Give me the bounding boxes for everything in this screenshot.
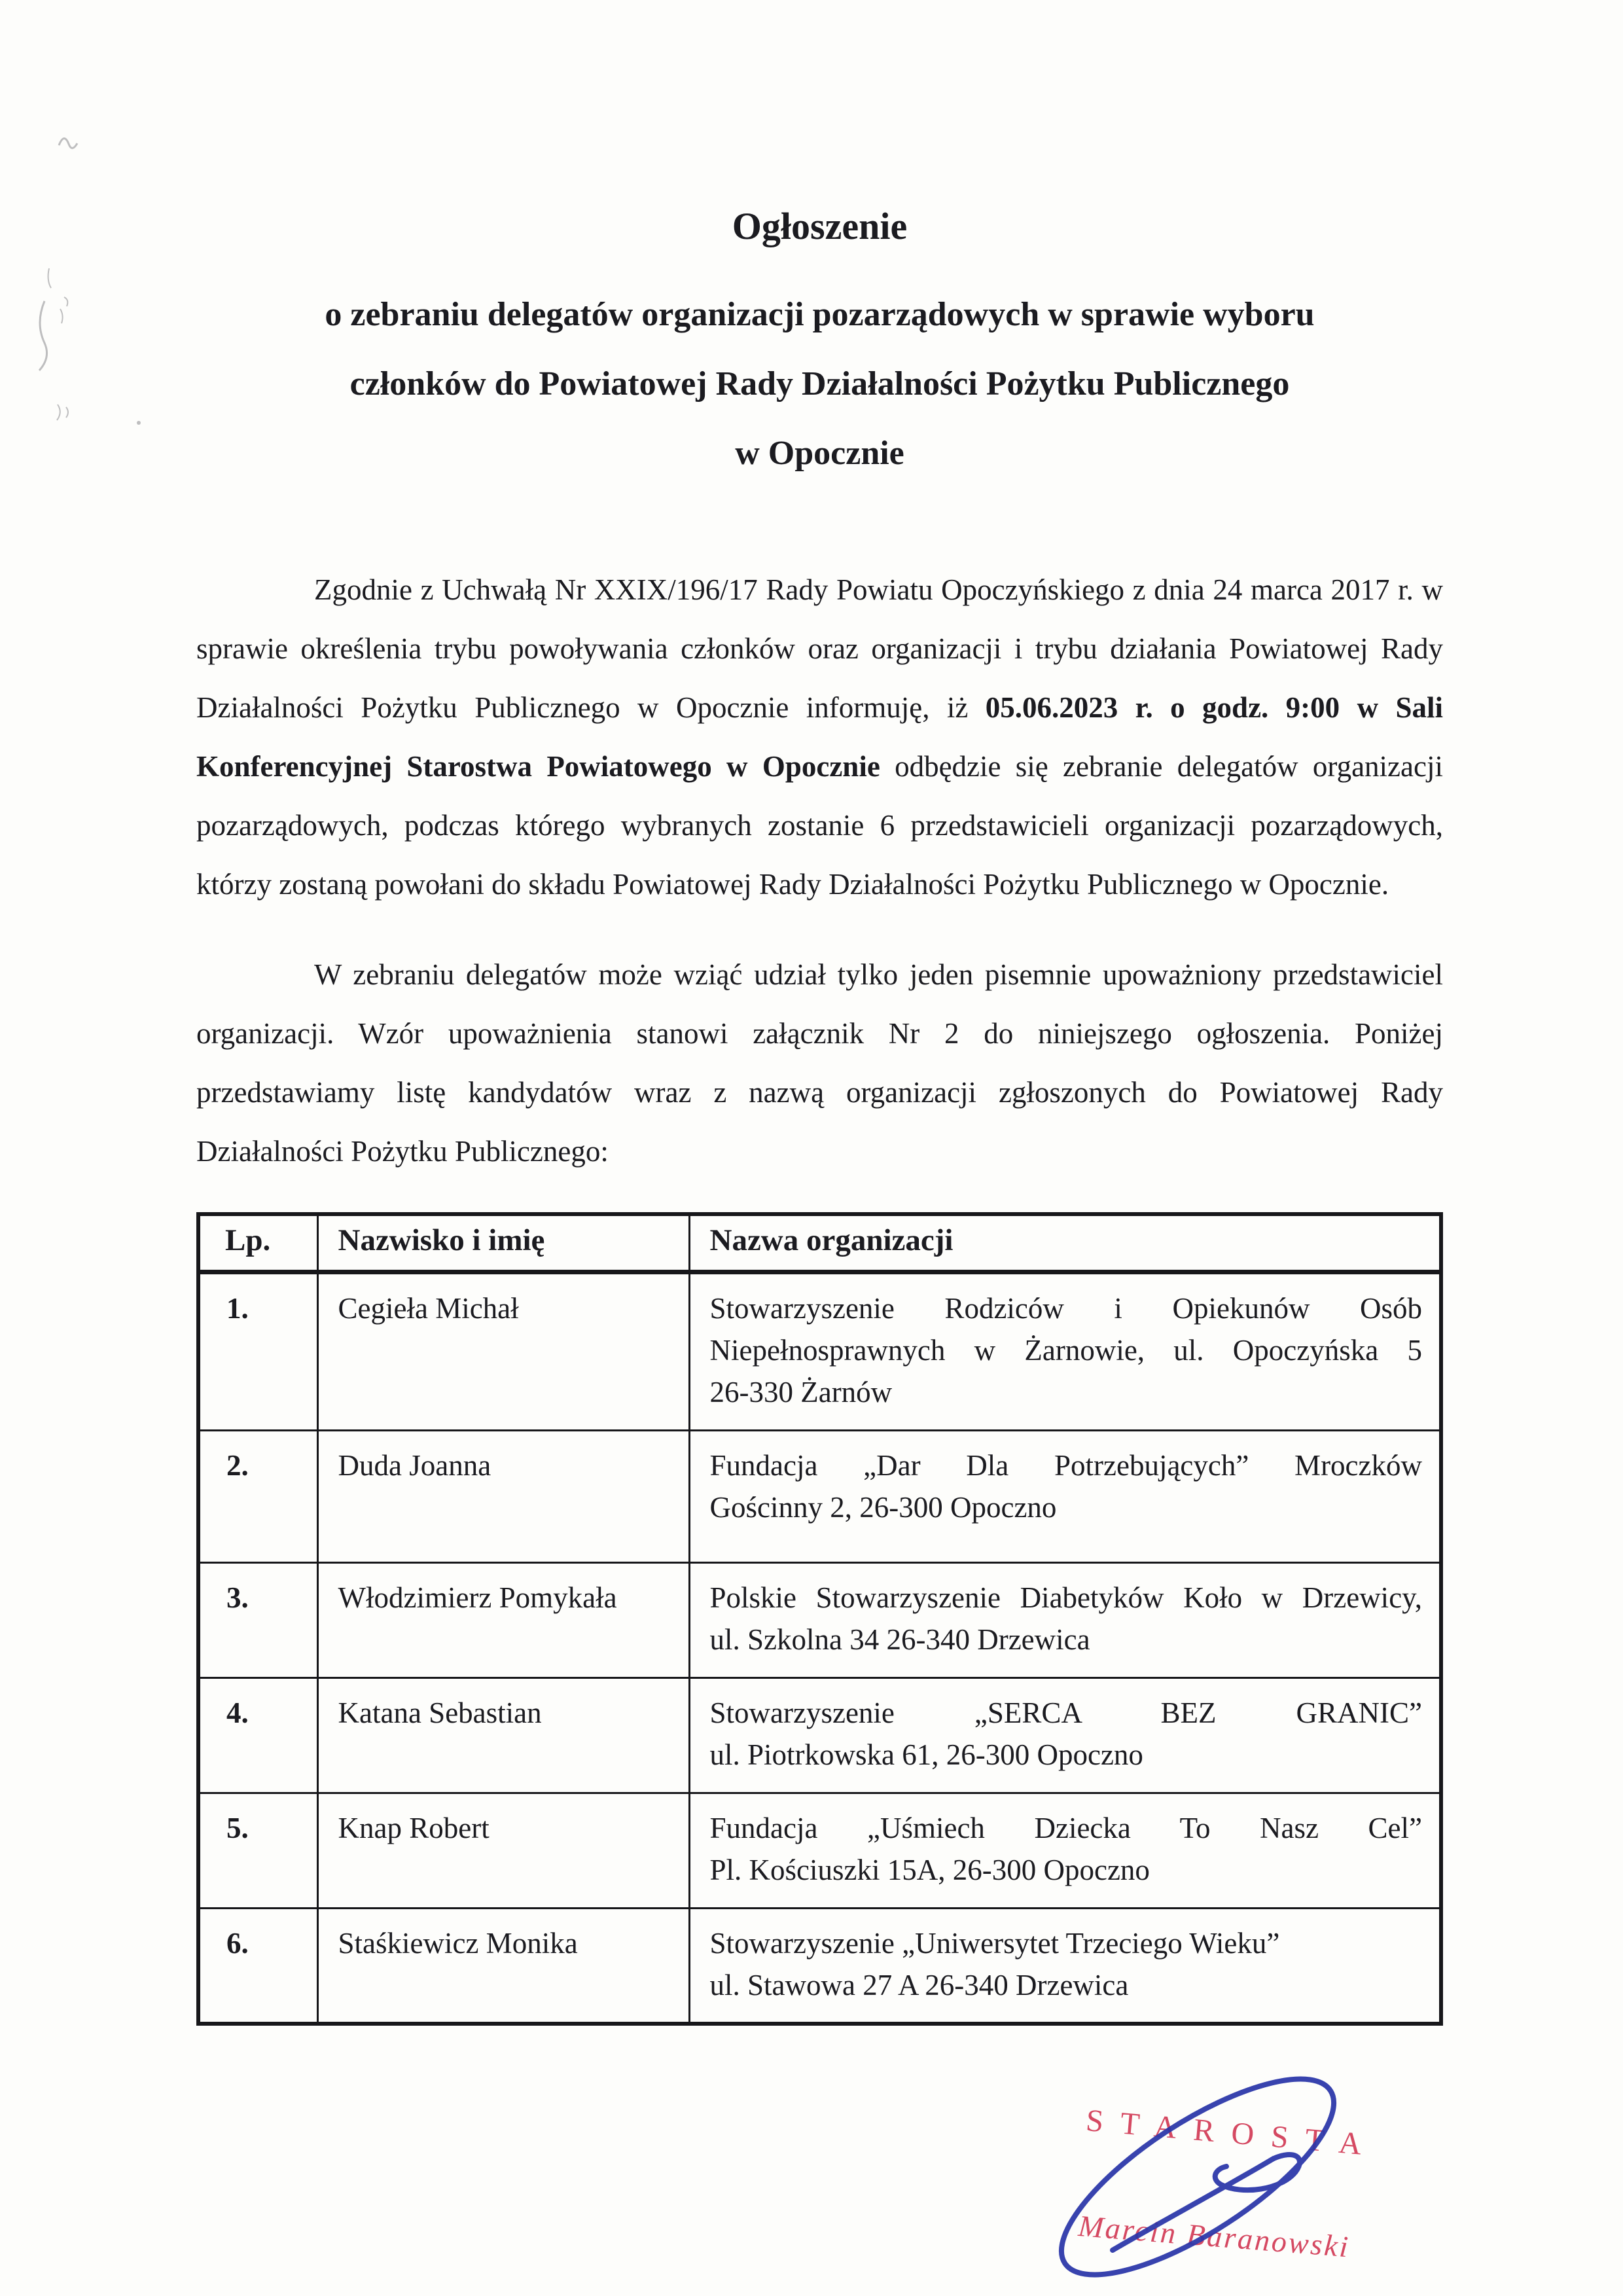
subtitle-line: w Opocznie [735, 435, 904, 472]
table-row [198, 1431, 1441, 1563]
organization-line: Stowarzyszenie Rodziców i Opiekunów Osób [709, 1292, 1422, 1325]
column-header-organization: Nazwa organizacji [689, 1214, 1441, 1272]
row-number-cell: 2. [198, 1431, 317, 1563]
candidate-name-cell: Włodzimierz Pomykała [317, 1563, 689, 1678]
organization-line: Niepełnosprawnych w Żarnowie, ul. Opoczyńska 5 [709, 1334, 1422, 1367]
row-number-cell: 3. [198, 1563, 317, 1678]
candidates-table-header [198, 1214, 1441, 1272]
table-row [198, 1563, 1441, 1678]
organization-line: ul. Szkolna 34 26-340 Drzewica [709, 1623, 1090, 1656]
organization-line: ul. Stawowa 27 A 26-340 Drzewica [709, 1969, 1129, 2001]
document-body [196, 196, 1443, 2026]
stamp-role-text: STAROSTA [1084, 2102, 1380, 2163]
organization-cell [689, 1563, 1441, 1678]
candidates-table [196, 1212, 1443, 2026]
organization-line: Stowarzyszenie „SERCA BEZ GRANIC” [709, 1696, 1422, 1729]
document-title: Ogłoszenie [732, 205, 908, 247]
organization-cell [689, 1272, 1441, 1431]
candidate-name-cell: Duda Joanna [317, 1431, 689, 1563]
table-row [198, 1272, 1441, 1431]
paragraph-segment: W zebraniu delegatów może wziąć udział tylko jeden pisemnie upoważniony przedstawiciel organizacji. Wzór upoważnienia stanowi załącznik Nr 2 do niniejszego ogłoszenia. Poniżej przedstawiamy listę kandydatów wraz z nazwą organizacji zgłoszonych do Powiatowej Rady Działalności Pożytku Publicznego: [196, 958, 1443, 1168]
organization-line: Gościnny 2, 26-300 Opoczno [709, 1491, 1057, 1524]
column-header-name: Nazwisko i imię [317, 1214, 689, 1272]
row-number-cell: 1. [198, 1272, 317, 1431]
row-number-cell: 6. [198, 1909, 317, 2024]
organization-cell [689, 1909, 1441, 2024]
organization-line: Fundacja „Dar Dla Potrzebujących” Mroczków [709, 1449, 1422, 1482]
stamp-signer-text: Marcin Baranowski [1077, 2208, 1351, 2264]
scan-artifact-marks [20, 118, 190, 458]
organization-line: Pl. Kościuszki 15A, 26-300 Opoczno [709, 1854, 1150, 1886]
body-paragraphs [196, 560, 1443, 1181]
organization-cell [689, 1431, 1441, 1563]
subtitle-line: o zebraniu delegatów organizacji pozarządowych w sprawie wyboru [325, 296, 1315, 333]
paragraph-bold-segment: 05.06.2023 r. o godz. 9:00 w Sali Konferencyjnej Starostwa Powiatowego w Opocznie [196, 691, 1443, 783]
pen-signature [982, 2046, 1440, 2296]
paragraph-segment: odbędzie się zebranie delegatów organizacji pozarządowych, podczas którego wybranych zostanie 6 przedstawicieli organizacji pozarządowych, którzy zostaną powołani do składu Powiatowej Rady Działalności Pożytku Publicznego w Opocznie. [196, 750, 1443, 901]
candidates-table-body [198, 1272, 1441, 2024]
organization-line: Stowarzyszenie „Uniwersytet Trzeciego Wieku” [709, 1927, 1280, 1960]
body-paragraph [196, 945, 1443, 1181]
table-row [198, 1909, 1441, 2024]
column-header-lp: Lp. [198, 1214, 317, 1272]
candidate-name-cell: Knap Robert [317, 1793, 689, 1909]
candidate-name-cell: Katana Sebastian [317, 1678, 689, 1793]
subtitle-line: członków do Powiatowej Rady Działalności Pożytku Publicznego [349, 365, 1290, 403]
document-subtitle [196, 280, 1443, 488]
paragraph-segment: Zgodnie z Uchwałą Nr XXIX/196/17 Rady Powiatu Opoczyńskiego z dnia 24 marca 2017 r. w sprawie określenia trybu powoływania członków oraz organizacji i trybu działania Powiatowej Rady Działalności Pożytku Publicznego w Opocznie informuję, iż [196, 573, 1443, 724]
organization-cell [689, 1793, 1441, 1909]
organization-cell [689, 1678, 1441, 1793]
candidate-name-cell: Cegieła Michał [317, 1272, 689, 1431]
organization-line: Fundacja „Uśmiech Dziecka To Nasz Cel” [709, 1812, 1422, 1844]
organization-line: Polskie Stowarzyszenie Diabetyków Koło w Drzewicy, [709, 1581, 1422, 1614]
row-number-cell: 4. [198, 1678, 317, 1793]
row-number-cell: 5. [198, 1793, 317, 1909]
body-paragraph [196, 560, 1443, 914]
candidate-name-cell: Staśkiewicz Monika [317, 1909, 689, 2024]
organization-line: 26-330 Żarnów [709, 1376, 893, 1408]
organization-line: ul. Piotrkowska 61, 26-300 Opoczno [709, 1738, 1143, 1771]
table-row [198, 1678, 1441, 1793]
table-row [198, 1793, 1441, 1909]
